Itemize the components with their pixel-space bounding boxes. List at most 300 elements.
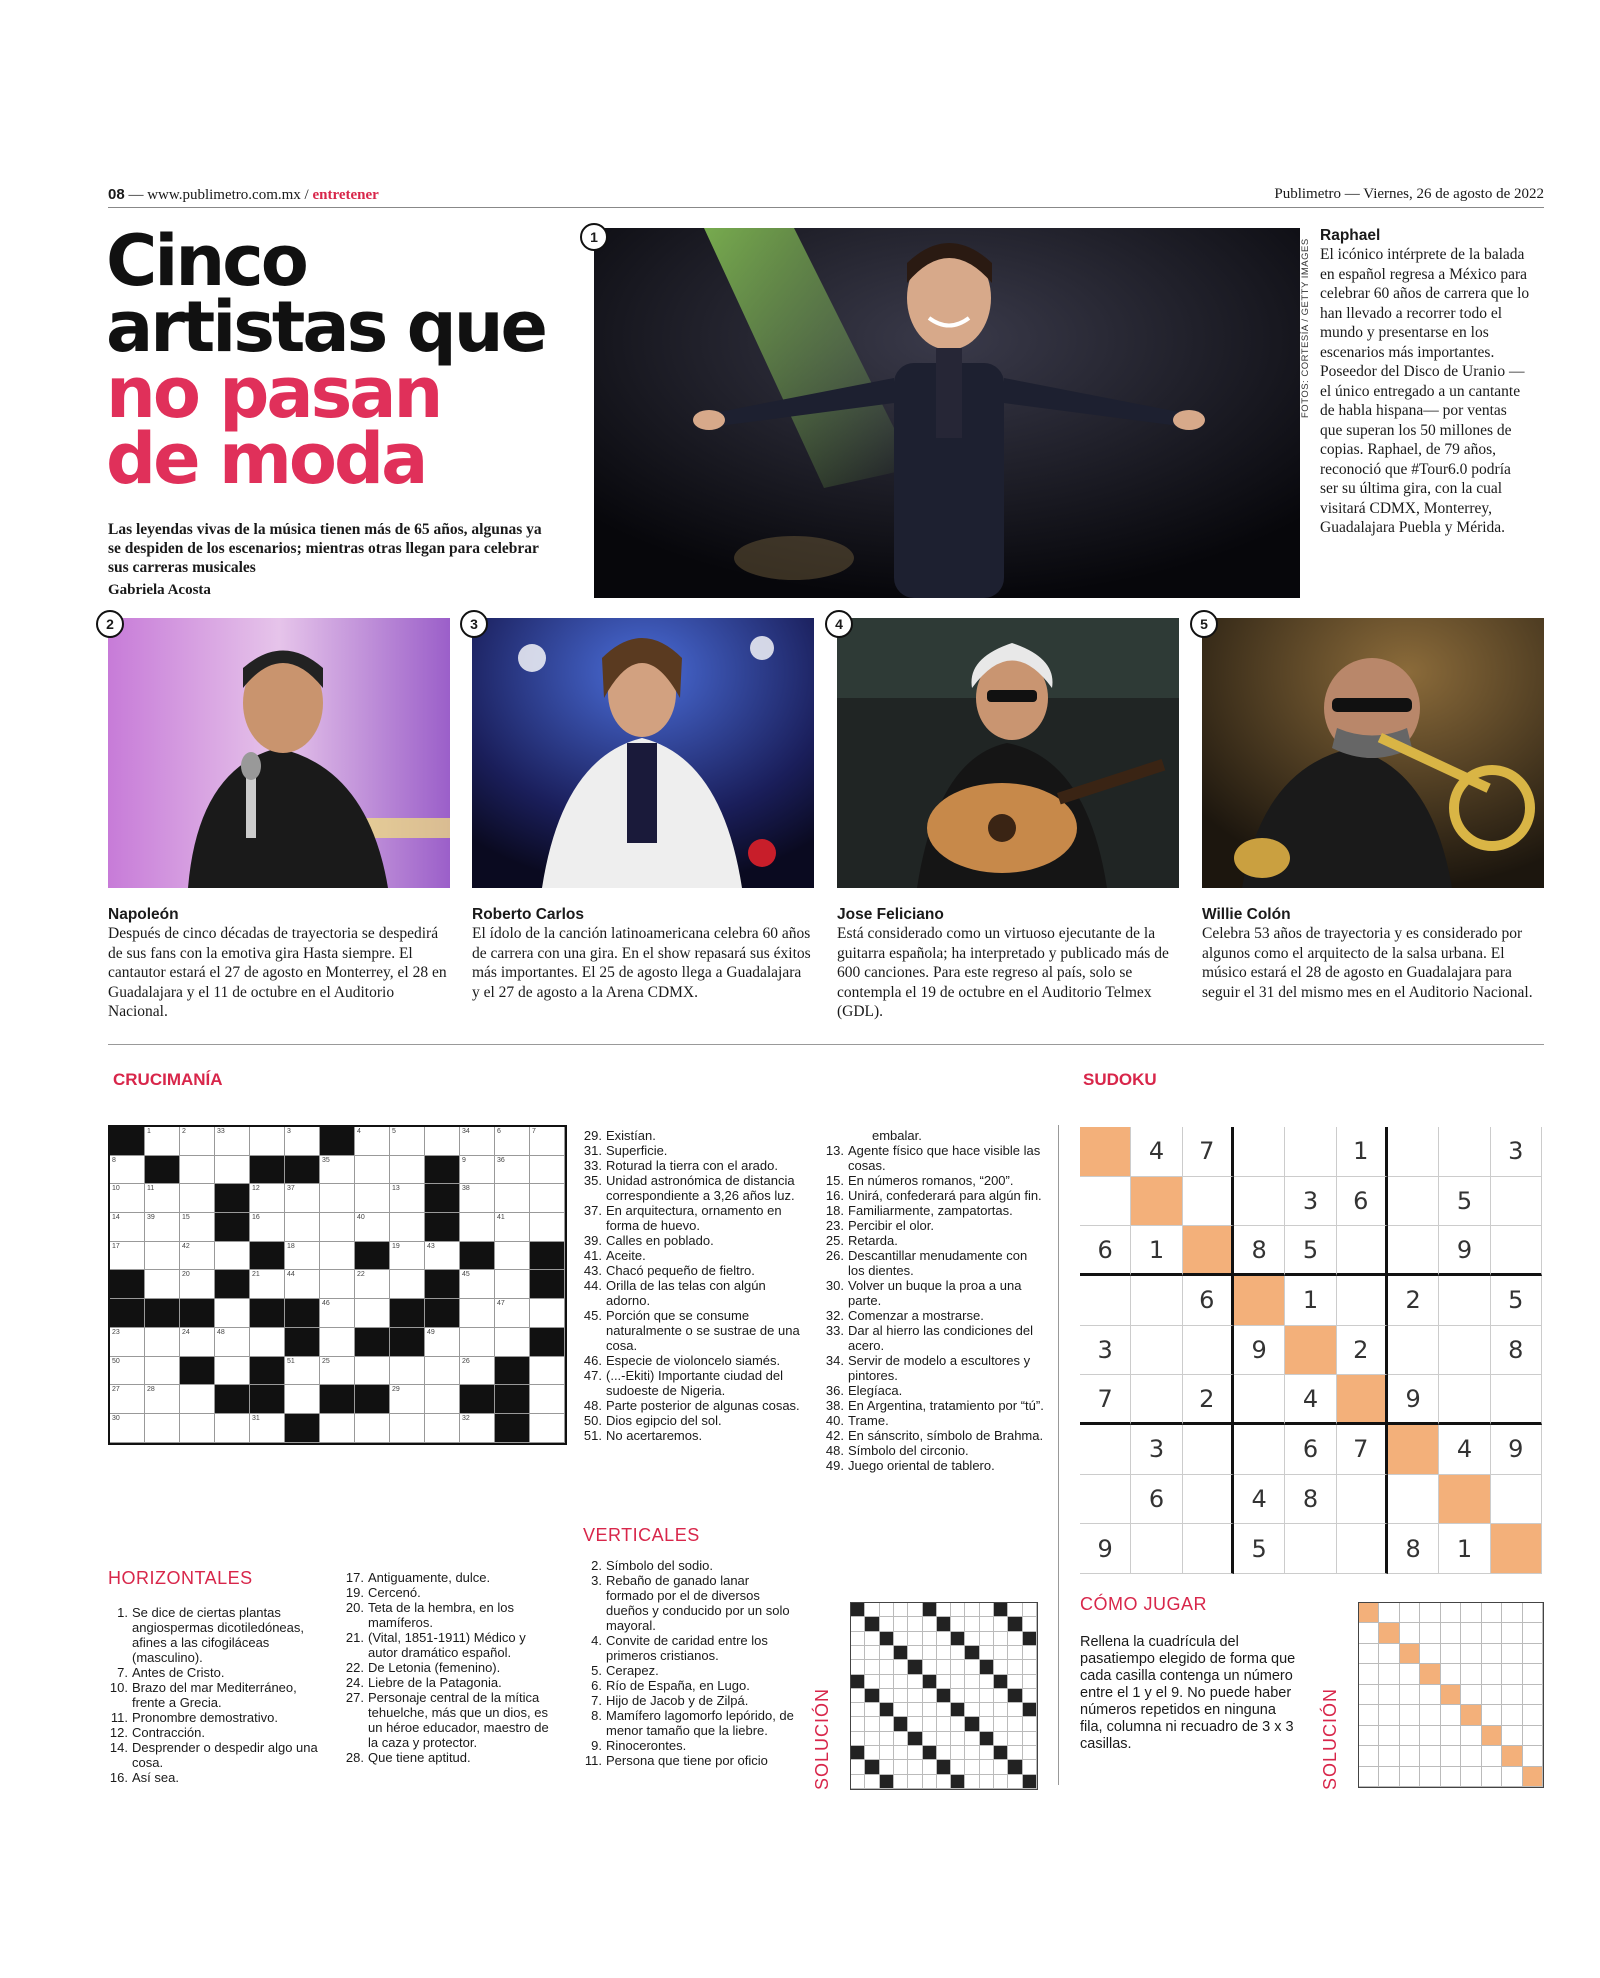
sudoku-cell[interactable] <box>1234 1276 1285 1326</box>
crossword-cell[interactable]: 4 <box>355 1127 390 1156</box>
crossword-solution-cell <box>1023 1760 1037 1774</box>
crossword-cell[interactable]: 47 <box>495 1299 530 1328</box>
crossword-solution-cell <box>951 1646 965 1660</box>
crossword-cell[interactable] <box>145 1328 180 1357</box>
crossword-black-cell <box>425 1156 460 1185</box>
crossword-cell[interactable]: 21 <box>250 1270 285 1299</box>
clue-text: Rinocerontes. <box>606 1738 687 1753</box>
crossword-cell[interactable]: 45 <box>460 1270 495 1299</box>
crossword-cell[interactable]: 15 <box>180 1213 215 1242</box>
clue-number: 29. <box>583 1128 602 1143</box>
crossword-cell[interactable] <box>425 1357 460 1386</box>
clue-number: 4. <box>591 1633 602 1648</box>
crossword-cell[interactable]: 13 <box>390 1184 425 1213</box>
sudoku-cell[interactable]: 8 <box>1285 1475 1336 1525</box>
clue-number: 33. <box>825 1323 844 1338</box>
crossword-cell[interactable] <box>215 1414 250 1443</box>
crossword-cell[interactable]: 17 <box>110 1242 145 1271</box>
sudoku-solution-cell <box>1400 1685 1420 1705</box>
crossword-cell[interactable] <box>425 1385 460 1414</box>
crossword-solution-cell <box>994 1689 1008 1703</box>
sudoku-cell[interactable] <box>1491 1524 1542 1574</box>
crossword-solution-cell <box>994 1746 1008 1760</box>
sudoku-cell[interactable]: 1 <box>1131 1226 1182 1276</box>
clue-number: 30. <box>825 1278 844 1293</box>
crossword-cell[interactable]: 7 <box>530 1127 565 1156</box>
crossword-cell[interactable]: 39 <box>145 1213 180 1242</box>
sudoku-cell[interactable] <box>1080 1177 1131 1227</box>
sudoku-cell[interactable] <box>1439 1127 1490 1177</box>
sudoku-cell[interactable]: 8 <box>1388 1524 1439 1574</box>
sudoku-solution-cell <box>1420 1685 1440 1705</box>
crossword-black-cell <box>460 1385 495 1414</box>
crossword-cell[interactable]: 25 <box>320 1357 355 1386</box>
crossword-black-cell <box>215 1213 250 1242</box>
sudoku-solution-cell <box>1482 1746 1502 1766</box>
crossword-cell[interactable] <box>355 1299 390 1328</box>
crossword-cell[interactable]: 51 <box>285 1357 320 1386</box>
crossword-cell[interactable]: 40 <box>355 1213 390 1242</box>
sudoku-cell[interactable]: 4 <box>1234 1475 1285 1525</box>
sudoku-cell[interactable]: 9 <box>1439 1226 1490 1276</box>
crossword-cell[interactable] <box>355 1357 390 1386</box>
clue-item <box>344 1660 556 1675</box>
sudoku-cell[interactable] <box>1080 1425 1131 1475</box>
sudoku-cell[interactable] <box>1388 1425 1439 1475</box>
crossword-cell[interactable] <box>390 1414 425 1443</box>
clue-number: 36. <box>825 1383 844 1398</box>
crossword-cell[interactable]: 8 <box>110 1156 145 1185</box>
crossword-grid[interactable] <box>108 1125 567 1445</box>
crossword-solution-cell <box>980 1703 994 1717</box>
crossword-cell[interactable]: 19 <box>390 1242 425 1271</box>
sudoku-cell[interactable] <box>1337 1475 1388 1525</box>
crossword-cell[interactable]: 42 <box>180 1242 215 1271</box>
sudoku-cell[interactable] <box>1131 1276 1182 1326</box>
clue-item <box>582 1173 802 1203</box>
crossword-cell[interactable] <box>215 1242 250 1271</box>
section-name[interactable]: entretener <box>312 187 379 203</box>
sudoku-cell[interactable] <box>1337 1276 1388 1326</box>
crossword-cell[interactable] <box>495 1270 530 1299</box>
sudoku-cell[interactable]: 9 <box>1491 1425 1542 1475</box>
crossword-cell[interactable]: 1 <box>145 1127 180 1156</box>
sudoku-cell[interactable]: 5 <box>1285 1226 1336 1276</box>
crossword-solution-cell <box>980 1632 994 1646</box>
crossword-solution-cell <box>994 1675 1008 1689</box>
sudoku-cell[interactable]: 6 <box>1131 1475 1182 1525</box>
clue-text: Chacó pequeño de fieltro. <box>606 1263 755 1278</box>
sudoku-solution-cell <box>1502 1664 1522 1684</box>
sudoku-cell[interactable] <box>1183 1177 1234 1227</box>
sudoku-cell[interactable]: 6 <box>1183 1276 1234 1326</box>
crossword-black-cell <box>145 1299 180 1328</box>
clue-text: Elegíaca. <box>848 1383 903 1398</box>
sudoku-solution-cell <box>1359 1767 1379 1787</box>
crossword-solution-cell <box>1008 1775 1022 1789</box>
crossword-black-cell <box>495 1357 530 1386</box>
sudoku-cell[interactable] <box>1285 1326 1336 1376</box>
crossword-cell[interactable]: 23 <box>110 1328 145 1357</box>
sudoku-cell[interactable] <box>1234 1177 1285 1227</box>
crossword-solution-cell <box>980 1732 994 1746</box>
clue-item <box>108 1665 330 1680</box>
crossword-cell[interactable]: 49 <box>425 1328 460 1357</box>
crossword-cell[interactable] <box>320 1328 355 1357</box>
crossword-cell[interactable]: 20 <box>180 1270 215 1299</box>
site-url[interactable]: — www.publimetro.com.mx / <box>128 187 309 203</box>
crossword-solution-cell <box>923 1646 937 1660</box>
sudoku-cell[interactable]: 1 <box>1285 1276 1336 1326</box>
crossword-cell[interactable]: 36 <box>495 1156 530 1185</box>
crossword-cell[interactable] <box>145 1357 180 1386</box>
crossword-solution-cell <box>980 1689 994 1703</box>
crossword-black-cell <box>390 1299 425 1328</box>
crossword-solution-cell <box>937 1760 951 1774</box>
crossword-cell[interactable] <box>180 1385 215 1414</box>
crossword-cell[interactable] <box>180 1156 215 1185</box>
crossword-solution-cell <box>965 1632 979 1646</box>
sudoku-solution-cell <box>1359 1664 1379 1684</box>
crossword-black-cell <box>425 1299 460 1328</box>
sudoku-cell[interactable] <box>1388 1226 1439 1276</box>
sudoku-cell[interactable]: 7 <box>1183 1127 1234 1177</box>
crossword-cell[interactable] <box>145 1270 180 1299</box>
crossword-solution-cell <box>908 1689 922 1703</box>
crossword-cell[interactable]: 24 <box>180 1328 215 1357</box>
sudoku-cell[interactable] <box>1183 1524 1234 1574</box>
sudoku-cell[interactable] <box>1439 1276 1490 1326</box>
crossword-solution-cell <box>965 1760 979 1774</box>
crossword-cell[interactable] <box>320 1414 355 1443</box>
sudoku-cell[interactable] <box>1234 1127 1285 1177</box>
crossword-cell[interactable]: 31 <box>250 1414 285 1443</box>
sudoku-solution-cell <box>1379 1705 1399 1725</box>
crossword-cell[interactable] <box>355 1156 390 1185</box>
crossword-cell[interactable]: 46 <box>320 1299 355 1328</box>
crossword-cell[interactable]: 41 <box>495 1213 530 1242</box>
sudoku-cell[interactable] <box>1131 1375 1182 1425</box>
sudoku-cell[interactable] <box>1388 1177 1439 1227</box>
clue-item <box>824 1398 1044 1413</box>
crossword-cell[interactable] <box>145 1414 180 1443</box>
crossword-cell[interactable] <box>390 1270 425 1299</box>
sudoku-cell[interactable]: 8 <box>1234 1226 1285 1276</box>
clue-item <box>344 1750 556 1765</box>
crossword-cell[interactable]: 3 <box>285 1127 320 1156</box>
clue-number: 40. <box>825 1413 844 1428</box>
sudoku-cell[interactable] <box>1234 1425 1285 1475</box>
sudoku-cell[interactable] <box>1183 1475 1234 1525</box>
crossword-cell[interactable] <box>145 1242 180 1271</box>
crossword-solution-cell <box>908 1746 922 1760</box>
sudoku-cell[interactable]: 7 <box>1080 1375 1131 1425</box>
crossword-cell[interactable] <box>530 1213 565 1242</box>
clue-number: 17. <box>345 1570 364 1585</box>
crossword-solution-cell <box>980 1675 994 1689</box>
crossword-cell[interactable] <box>285 1213 320 1242</box>
crossword-cell[interactable] <box>460 1213 495 1242</box>
sudoku-cell[interactable]: 7 <box>1337 1425 1388 1475</box>
sudoku-cell[interactable]: 5 <box>1439 1177 1490 1227</box>
clue-item <box>824 1248 1044 1278</box>
crossword-black-cell <box>425 1213 460 1242</box>
sudoku-cell[interactable]: 2 <box>1183 1375 1234 1425</box>
clue-item <box>824 1308 1044 1323</box>
sudoku-cell[interactable] <box>1183 1326 1234 1376</box>
crossword-cell[interactable] <box>530 1184 565 1213</box>
crossword-cell[interactable] <box>460 1328 495 1357</box>
crossword-cell[interactable]: 28 <box>145 1385 180 1414</box>
crossword-solution-cell <box>1023 1775 1037 1789</box>
crossword-cell[interactable]: 30 <box>110 1414 145 1443</box>
crossword-cell[interactable]: 37 <box>285 1184 320 1213</box>
crossword-cell[interactable]: 26 <box>460 1357 495 1386</box>
crossword-cell[interactable] <box>495 1242 530 1271</box>
crossword-cell[interactable] <box>320 1270 355 1299</box>
crossword-solution-cell <box>880 1646 894 1660</box>
crossword-cell[interactable]: 38 <box>460 1184 495 1213</box>
sudoku-solution-cell <box>1379 1664 1399 1684</box>
sudoku-cell[interactable]: 6 <box>1337 1177 1388 1227</box>
crossword-cell[interactable]: 6 <box>495 1127 530 1156</box>
crossword-cell[interactable]: 11 <box>145 1184 180 1213</box>
crossword-solution-cell <box>865 1732 879 1746</box>
crossword-cell[interactable] <box>320 1242 355 1271</box>
sudoku-cell[interactable]: 2 <box>1388 1276 1439 1326</box>
sudoku-cell[interactable]: 5 <box>1491 1276 1542 1326</box>
sudoku-cell[interactable] <box>1491 1177 1542 1227</box>
crossword-black-cell <box>250 1385 285 1414</box>
sudoku-cell[interactable] <box>1131 1177 1182 1227</box>
crossword-solution-cell <box>965 1660 979 1674</box>
sudoku-solution-cell <box>1441 1644 1461 1664</box>
clue-number: 23. <box>825 1218 844 1233</box>
crossword-cell[interactable] <box>180 1184 215 1213</box>
clue-number: 44. <box>583 1278 602 1293</box>
sudoku-solution-cell <box>1420 1705 1440 1725</box>
sudoku-cell[interactable] <box>1131 1326 1182 1376</box>
crossword-cell[interactable] <box>180 1414 215 1443</box>
crossword-cell[interactable] <box>285 1385 320 1414</box>
crossword-cell[interactable] <box>250 1328 285 1357</box>
crossword-cell[interactable] <box>215 1299 250 1328</box>
sudoku-cell[interactable] <box>1285 1127 1336 1177</box>
sudoku-solution-cell <box>1482 1705 1502 1725</box>
sudoku-cell[interactable] <box>1337 1524 1388 1574</box>
clue-text: Orilla de las telas con algún adorno. <box>606 1278 766 1308</box>
crossword-solution-cell <box>994 1760 1008 1774</box>
roberto-carlos-text: El ídolo de la canción latinoamericana celebra 60 años de carrera con una gira. En el show repasará sus éxitos más importantes. El 25 de agosto llega a Guadalajara y el 27 de agosto a la Arena CDMX. <box>472 925 811 1001</box>
sudoku-cell[interactable]: 5 <box>1234 1524 1285 1574</box>
crossword-cell[interactable]: 43 <box>425 1242 460 1271</box>
crossword-cell[interactable] <box>530 1357 565 1386</box>
clue-number: 16. <box>825 1188 844 1203</box>
sudoku-cell[interactable] <box>1439 1475 1490 1525</box>
sudoku-cell[interactable] <box>1183 1226 1234 1276</box>
sudoku-cell[interactable] <box>1388 1127 1439 1177</box>
clue-item <box>582 1573 797 1633</box>
crossword-cell[interactable] <box>355 1184 390 1213</box>
clue-item <box>344 1570 556 1585</box>
crossword-cell[interactable]: 22 <box>355 1270 390 1299</box>
crossword-solution-cell <box>851 1775 865 1789</box>
sudoku-solution-cell <box>1523 1685 1543 1705</box>
clue-number: 7. <box>591 1693 602 1708</box>
crossword-solution-cell <box>994 1732 1008 1746</box>
crossword-cell[interactable]: 32 <box>460 1414 495 1443</box>
crossword-cell[interactable]: 50 <box>110 1357 145 1386</box>
clue-number: 28. <box>345 1750 364 1765</box>
sudoku-cell[interactable] <box>1439 1326 1490 1376</box>
crossword-solution-cell <box>1008 1660 1022 1674</box>
sudoku-solution-cell <box>1441 1603 1461 1623</box>
crossword-cell[interactable] <box>530 1299 565 1328</box>
crossword-cell[interactable] <box>390 1213 425 1242</box>
sudoku-cell[interactable]: 2 <box>1337 1326 1388 1376</box>
crossword-black-cell <box>110 1299 145 1328</box>
sudoku-cell[interactable]: 6 <box>1285 1425 1336 1475</box>
sudoku-cell[interactable] <box>1388 1475 1439 1525</box>
crossword-solution-cell <box>965 1746 979 1760</box>
crossword-cell[interactable] <box>460 1299 495 1328</box>
sudoku-cell[interactable] <box>1080 1475 1131 1525</box>
clue-text: Dar al hierro las condiciones del acero. <box>848 1323 1033 1353</box>
crossword-solution-cell <box>965 1603 979 1617</box>
crossword-cell[interactable]: 48 <box>215 1328 250 1357</box>
jose-feliciano-text: Está considerado como un virtuoso ejecutante de la guitarra española; ha interpretado y publicado más de 600 canciones. Para este regreso al país, solo se contempla el 19 de octubre en el Auditorio Telmex (GDL). <box>837 925 1169 1020</box>
crossword-cell[interactable]: 10 <box>110 1184 145 1213</box>
crossword-cell[interactable]: 12 <box>250 1184 285 1213</box>
artist-badge-4: 4 <box>825 610 853 638</box>
crossword-solution-cell <box>865 1775 879 1789</box>
sudoku-cell[interactable] <box>1491 1375 1542 1425</box>
sudoku-cell[interactable]: 8 <box>1491 1326 1542 1376</box>
crossword-cell[interactable]: 5 <box>390 1127 425 1156</box>
sudoku-solution-cell <box>1441 1767 1461 1787</box>
crossword-cell[interactable]: 29 <box>390 1385 425 1414</box>
sudoku-cell[interactable] <box>1439 1375 1490 1425</box>
crossword-black-cell <box>390 1328 425 1357</box>
crossword-cell[interactable]: 16 <box>250 1213 285 1242</box>
how-to-title: CÓMO JUGAR <box>1080 1594 1208 1614</box>
crossword-cell[interactable]: 27 <box>110 1385 145 1414</box>
clue-number: 8. <box>591 1708 602 1723</box>
clue-text: Se dice de ciertas plantas angiospermas dicotiledóneas, afines a las cifogiláceas (masculino). <box>132 1605 304 1665</box>
sudoku-cell[interactable] <box>1131 1524 1182 1574</box>
sudoku-cell[interactable] <box>1337 1226 1388 1276</box>
crossword-cell[interactable] <box>320 1213 355 1242</box>
crossword-cell[interactable] <box>355 1414 390 1443</box>
sudoku-solution-cell <box>1461 1603 1481 1623</box>
sudoku-cell[interactable]: 1 <box>1337 1127 1388 1177</box>
sudoku-cell[interactable]: 1 <box>1439 1524 1490 1574</box>
sudoku-solution-cell <box>1400 1705 1420 1725</box>
crossword-cell[interactable] <box>530 1414 565 1443</box>
crossword-solution-cell <box>937 1703 951 1717</box>
crossword-solution-grid <box>850 1602 1038 1790</box>
sudoku-cell[interactable]: 4 <box>1439 1425 1490 1475</box>
sudoku-grid[interactable] <box>1080 1127 1542 1574</box>
sudoku-cell[interactable]: 3 <box>1491 1127 1542 1177</box>
sudoku-cell[interactable] <box>1491 1475 1542 1525</box>
clue-text: Familiarmente, zampatortas. <box>848 1203 1013 1218</box>
crossword-solution-cell <box>923 1617 937 1631</box>
sudoku-cell[interactable] <box>1285 1524 1336 1574</box>
crossword-cell[interactable] <box>250 1127 285 1156</box>
crossword-cell[interactable] <box>530 1156 565 1185</box>
crossword-cell[interactable] <box>390 1156 425 1185</box>
sudoku-cell[interactable]: 3 <box>1285 1177 1336 1227</box>
crossword-cell[interactable] <box>390 1357 425 1386</box>
crossword-solution-cell <box>1023 1746 1037 1760</box>
crossword-cell[interactable] <box>215 1357 250 1386</box>
sudoku-cell[interactable]: 4 <box>1285 1375 1336 1425</box>
crossword-cell[interactable]: 14 <box>110 1213 145 1242</box>
sudoku-cell[interactable]: 3 <box>1131 1425 1182 1475</box>
crossword-solution-cell <box>965 1689 979 1703</box>
sudoku-cell[interactable] <box>1234 1375 1285 1425</box>
sudoku-solution-cell <box>1502 1705 1522 1725</box>
clue-text: Brazo del mar Mediterráneo, frente a Grecia. <box>132 1680 297 1710</box>
crossword-solution-cell <box>880 1746 894 1760</box>
clue-item <box>582 1558 797 1573</box>
sudoku-cell[interactable]: 4 <box>1131 1127 1182 1177</box>
sudoku-cell[interactable]: 9 <box>1080 1524 1131 1574</box>
column-divider <box>1058 1125 1059 1785</box>
sudoku-cell[interactable] <box>1183 1425 1234 1475</box>
crossword-cell[interactable]: 2 <box>180 1127 215 1156</box>
crossword-cell[interactable] <box>215 1156 250 1185</box>
clue-item <box>344 1585 556 1600</box>
crossword-cell[interactable] <box>320 1184 355 1213</box>
sudoku-cell[interactable]: 3 <box>1080 1326 1131 1376</box>
clue-number: 1. <box>117 1605 128 1620</box>
crossword-solution-cell <box>894 1746 908 1760</box>
clue-item <box>582 1368 802 1398</box>
crossword-cell[interactable] <box>495 1328 530 1357</box>
crossword-cell[interactable]: 18 <box>285 1242 320 1271</box>
crossword-solution-cell <box>951 1746 965 1760</box>
crossword-cell[interactable] <box>425 1127 460 1156</box>
willie-colon-caption <box>1202 906 1542 1002</box>
sudoku-solution-cell <box>1359 1746 1379 1766</box>
crossword-black-cell <box>425 1184 460 1213</box>
crossword-cell[interactable]: 34 <box>460 1127 495 1156</box>
crossword-cell[interactable]: 35 <box>320 1156 355 1185</box>
sudoku-cell[interactable] <box>1080 1127 1131 1177</box>
crossword-cell[interactable] <box>530 1385 565 1414</box>
crossword-cell[interactable] <box>495 1184 530 1213</box>
crossword-cell[interactable]: 9 <box>460 1156 495 1185</box>
raphael-name: Raphael <box>1320 227 1381 244</box>
crossword-cell[interactable]: 33 <box>215 1127 250 1156</box>
crossword-black-cell <box>215 1385 250 1414</box>
sudoku-cell[interactable]: 9 <box>1388 1375 1439 1425</box>
verticales-title: VERTICALES <box>583 1525 700 1545</box>
clue-number: 11. <box>584 1753 602 1768</box>
crossword-solution-cell <box>1023 1632 1037 1646</box>
clue-number: 47. <box>583 1368 602 1383</box>
crossword-cell[interactable]: 44 <box>285 1270 320 1299</box>
sudoku-cell[interactable]: 6 <box>1080 1226 1131 1276</box>
sudoku-cell[interactable] <box>1491 1226 1542 1276</box>
sudoku-cell[interactable] <box>1080 1276 1131 1326</box>
sudoku-cell[interactable] <box>1388 1326 1439 1376</box>
crossword-cell[interactable] <box>425 1414 460 1443</box>
sudoku-cell[interactable]: 9 <box>1234 1326 1285 1376</box>
sudoku-cell[interactable] <box>1337 1375 1388 1425</box>
